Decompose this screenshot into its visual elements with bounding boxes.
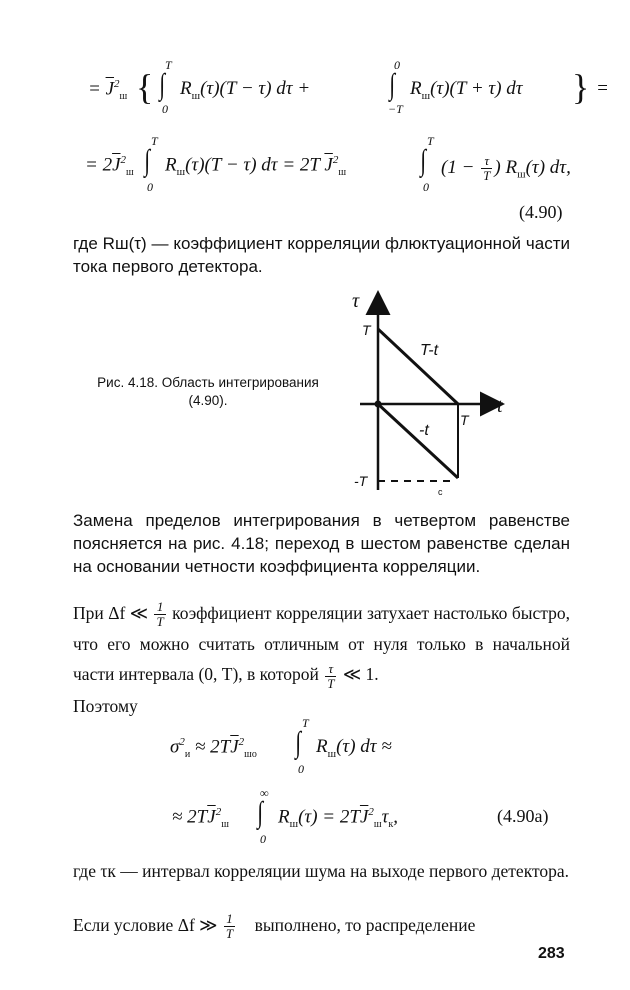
origin-point <box>375 401 382 408</box>
paragraph-if <box>73 910 570 941</box>
paragraph-where-1: где Rш(τ) — коэффициент корреляции флюктуационной части тока первого детектора. <box>73 234 570 276</box>
label-corner: c <box>438 487 443 497</box>
label-T-minus-t: T-t <box>420 342 439 359</box>
equation-number-4-90: (4.90) <box>519 202 563 222</box>
equation-4-90a-line-2: ≈ $2T\overline{J}^2_ш$ ∫ ∞ 0 $R_ш(\tau) = 2T\overline{J}^2_ш\tau_к$, <box>172 786 398 846</box>
paragraph-where-2: где τк — интервал корреляции шума на выходе первого детектора. <box>73 861 570 881</box>
frac1-den: T <box>156 614 164 630</box>
equation-4-90a-line-1: $\sigma^2_и \approx 2T\overline{J}^2_{шо}$ ∫ T 0 $R_ш(\tau) d\tau$ ≈ <box>170 716 392 776</box>
when-part-2: коэффициент корреляции затухает настолько быстро, что его можно считать отличным от нуля только в начальной части интервала (0, T), в которой <box>73 603 571 685</box>
if-part-2: выполнено, то распределение <box>254 915 476 935</box>
when-part-3: ≪ 1. <box>342 664 379 685</box>
fraction-tau-over-T <box>325 662 336 691</box>
label-minus-T: -T <box>354 473 368 489</box>
label-T-right: T <box>460 412 469 428</box>
fraction-if-1-over-T <box>224 912 235 941</box>
figure-caption: Рис. 4.18. Область интегрирования (4.90). <box>97 375 319 408</box>
paragraph-replacement: Замена пределов интегрирования в четвертом равенстве поясняется на рис. 4.18; переход в шестом равенстве сделан на основании четности коэффициента корреляции. <box>73 511 570 576</box>
equation-4-90-line-2: = $2\overline{J}^2_ш$ ∫ T 0 $R_ш(\tau)(T - \tau) d\tau = 2T$ $\overline{J}^2_ш$ ∫ T 0 (1 − $\frac{\tau}{T}$ ) $R_ш(\tau)$ dτ, <box>85 134 571 194</box>
equation-4-90-line-1: = $\overline{J}^2_ш$ { ∫ T 0 $R_ш(\tau)(T - \tau) d\tau$ + ∫ 0 −T $R_ш(\tau)(T + \tau)$ dτ } = <box>88 58 609 116</box>
frac-if-den: T <box>225 926 234 942</box>
frac2-den: T <box>327 675 335 691</box>
paragraph-when <box>73 598 570 721</box>
when-part-4: Поэтому <box>73 695 138 716</box>
equation-number-4-90a: (4.90а) <box>497 806 549 826</box>
fraction-1-over-T <box>154 600 165 629</box>
frac1-num: 1 <box>154 600 165 615</box>
integration-region-diagram <box>340 285 510 500</box>
frac-if-num: 1 <box>224 912 235 927</box>
label-T-top: T <box>362 322 371 338</box>
if-part-1: Если условие Δf ≫ <box>73 915 218 935</box>
page-number: 283 <box>538 945 565 962</box>
label-minus-t: -t <box>419 422 429 439</box>
lower-diagonal <box>378 404 458 478</box>
tau-axis-label: τ <box>352 290 360 312</box>
upper-diagonal <box>378 329 458 404</box>
t-axis-label: t <box>497 395 503 417</box>
when-part-1: При Δf ≪ <box>73 603 149 623</box>
frac2-num: τ <box>325 662 336 677</box>
